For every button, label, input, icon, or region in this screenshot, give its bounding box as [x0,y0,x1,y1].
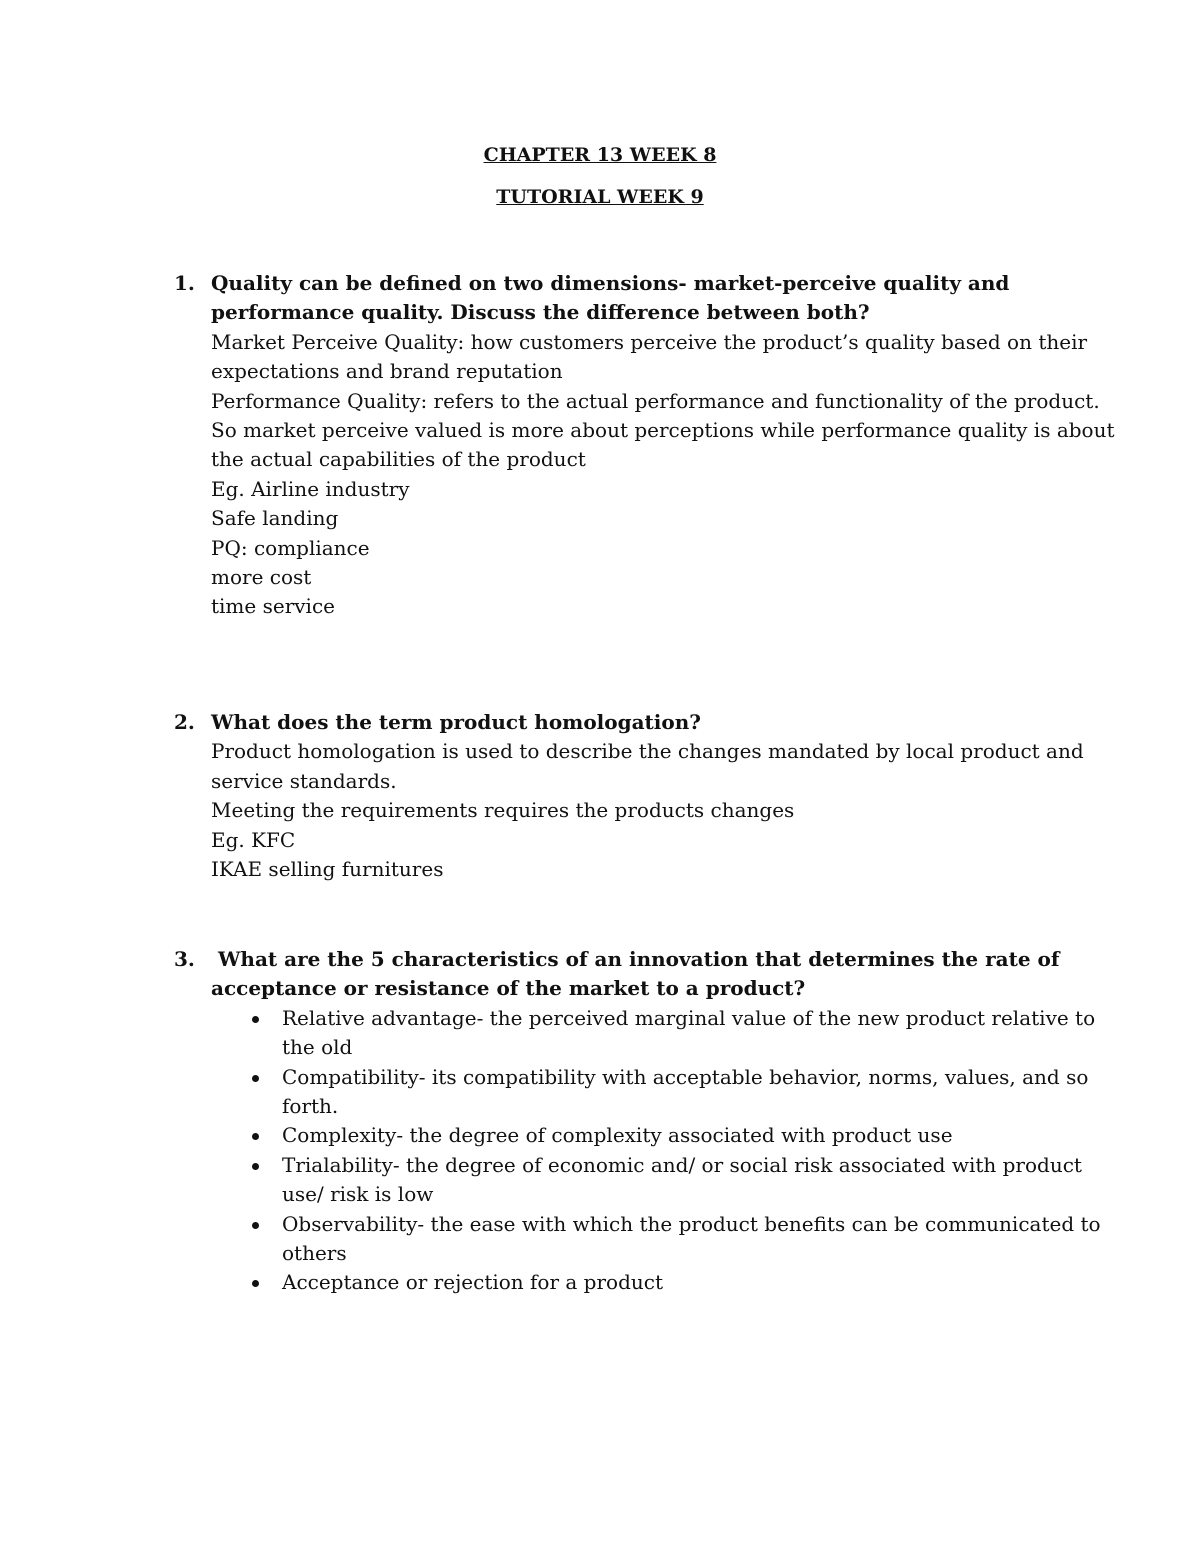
title-line: performance quality. Discuss the difference between both? [211,300,870,325]
list-item-line: Observability- the ease with which the product benefits can be communicated to [282,1211,1101,1236]
answer-line: service standards. [211,768,397,793]
question-title [211,269,1071,328]
answer-line: more cost [211,565,312,590]
answer-line: IKAE selling furnitures [211,857,444,882]
list-item-line: Relative advantage- the perceived marginal value of the new product relative to [282,1005,1096,1030]
list-item-line: others [282,1241,347,1266]
title-line: What does the term product homologation? [211,710,701,734]
answer-line: Eg. Airline industry [211,476,410,501]
answer-line: Meeting the requirements requires the products changes [211,798,795,823]
question-body [211,945,1101,1298]
title-line: What are the 5 characteristics of an innovation that determines the rate of [211,947,1060,971]
list-item-line: Trialability- the degree of economic and/ or social risk associated with product [282,1152,1082,1177]
question-body [211,269,1115,622]
question-title [211,945,1071,1004]
answer-line: PQ: compliance [211,535,370,560]
list-item-line: the old [282,1035,353,1060]
list-item [211,1063,1089,1122]
title-line: Quality can be defined on two dimensions- market-perceive quality and [211,271,1010,295]
answer-line: Product homologation is used to describe the changes mandated by local product and [211,739,1084,764]
bullet-icon [252,1075,259,1082]
list-item [211,1268,1071,1297]
answer-line: Performance Quality: refers to the actual performance and functionality of the product. [211,388,1100,413]
answer-line: the actual capabilities of the product [211,447,586,472]
answer-line: Market Perceive Quality: how customers perceive the product’s quality based on their [211,329,1088,354]
question-body [211,708,1084,884]
answer [211,328,1115,622]
list-item [211,1151,1082,1210]
list-item-line: forth. [282,1094,339,1119]
characteristics-list [211,1004,1101,1298]
question-title [211,708,1071,737]
answer-line: Safe landing [211,506,339,531]
answer [211,737,1084,884]
list-item [211,1121,1071,1150]
question-number: 3. [174,947,195,971]
bullet-icon [252,1133,259,1140]
list-item [211,1004,1096,1063]
list-item-line: use/ risk is low [282,1182,434,1207]
list-item-line: Acceptance or rejection for a product [282,1270,663,1295]
bullet-icon [252,1280,259,1287]
tutorial-heading: TUTORIAL WEEK 9 [496,186,704,208]
question-number: 1. [174,271,195,295]
list-item-line: Compatibility- its compatibility with acceptable behavior, norms, values, and so [282,1064,1089,1089]
chapter-heading: CHAPTER 13 WEEK 8 [483,144,717,166]
answer-line: time service [211,594,335,619]
bullet-icon [252,1016,259,1023]
answer-line: So market perceive valued is more about perceptions while performance quality is about [211,418,1115,443]
list-item [211,1210,1101,1269]
bullet-icon [252,1222,259,1229]
question-number: 2. [174,710,195,734]
list-item-line: Complexity- the degree of complexity associated with product use [282,1123,953,1148]
title-line: acceptance or resistance of the market to a product? [211,976,806,1001]
answer-line: Eg. KFC [211,827,296,852]
answer-line: expectations and brand reputation [211,359,563,384]
bullet-icon [252,1163,259,1170]
